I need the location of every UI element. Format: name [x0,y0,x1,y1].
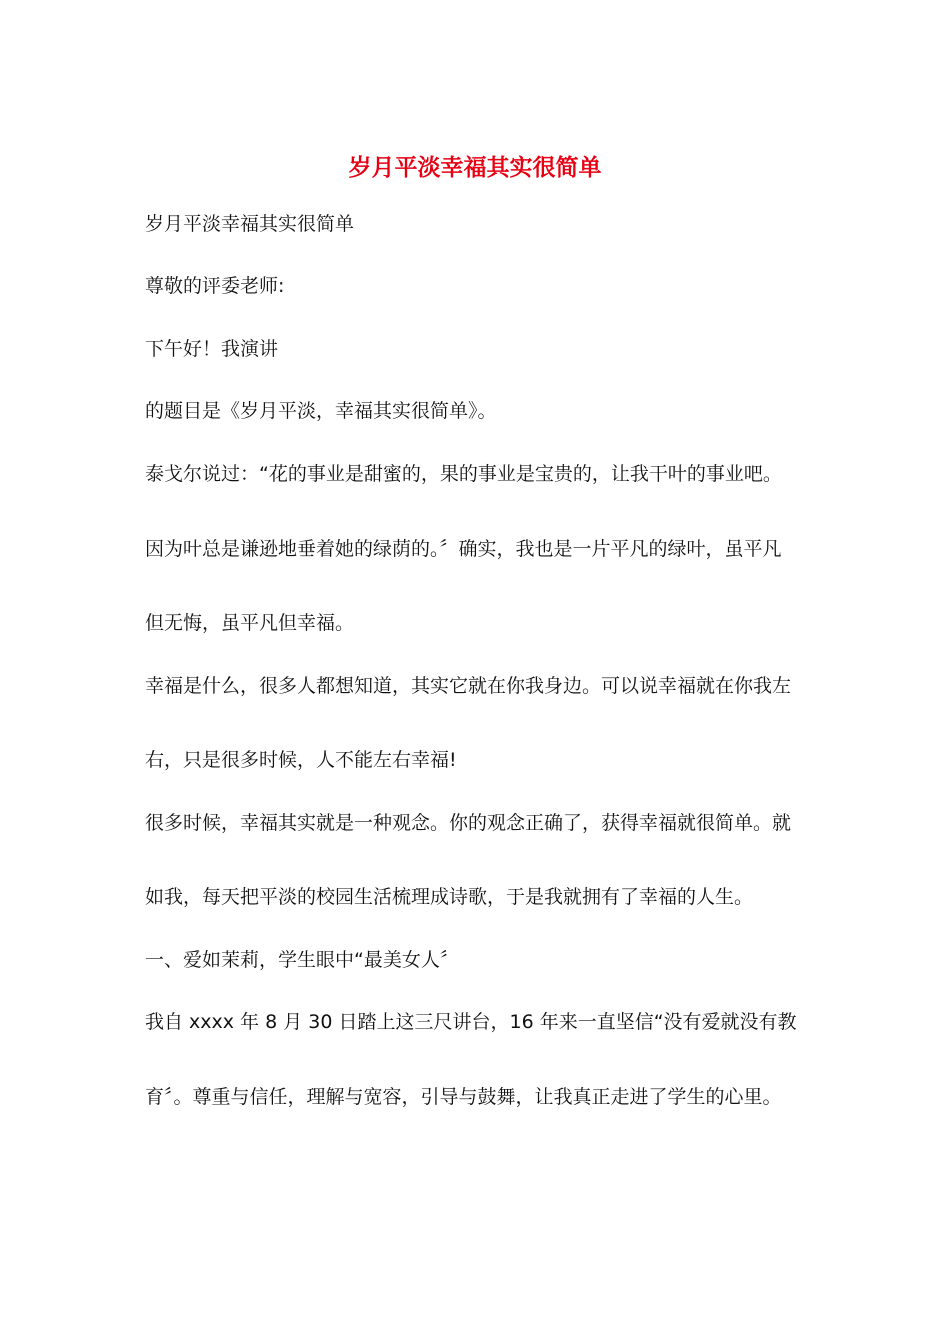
paragraph-line: 但无悔，虽平凡但幸福。 [145,612,355,634]
paragraph-line: 我自 xxxx 年 8 月 30 日踏上这三尺讲台，16 年来一直坚信“没有爱就没有教 [145,1011,797,1033]
paragraph-line: 右，只是很多时候，人不能左右幸福! [145,749,457,771]
paragraph-line: 育〞。尊重与信任，理解与宽容，引导与鼓舞，让我真正走进了学生的心里。 [145,1086,782,1108]
paragraph-line: 岁月平淡幸福其实很简单 [145,213,355,235]
paragraph-line: 因为叶总是谦逊地垂着她的绿荫的。〞确实，我也是一片平凡的绿叶，虽平凡 [145,538,782,560]
paragraph-line: 下午好！我演讲 [145,338,279,360]
paragraph-line: 幸福是什么，很多人都想知道，其实它就在你我身边。可以说幸福就在你我左 [145,675,792,697]
document-title: 岁月平淡幸福其实很简单 [348,154,602,181]
paragraph-line: 的题目是《岁月平淡，幸福其实很简单》。 [145,400,497,422]
paragraph-line: 很多时候，幸福其实就是一种观念。你的观念正确了，获得幸福就很简单。就 [145,812,792,834]
paragraph-line: 如我，每天把平淡的校园生活梳理成诗歌，于是我就拥有了幸福的人生。 [145,886,754,908]
section-heading: 一、爱如茉莉，学生眼中“最美女人〞 [145,949,459,971]
paragraph-line: 泰戈尔说过：“花的事业是甜蜜的，果的事业是宝贵的，让我干叶的事业吧。 [145,463,782,485]
paragraph-line: 尊敬的评委老师: [145,275,285,297]
